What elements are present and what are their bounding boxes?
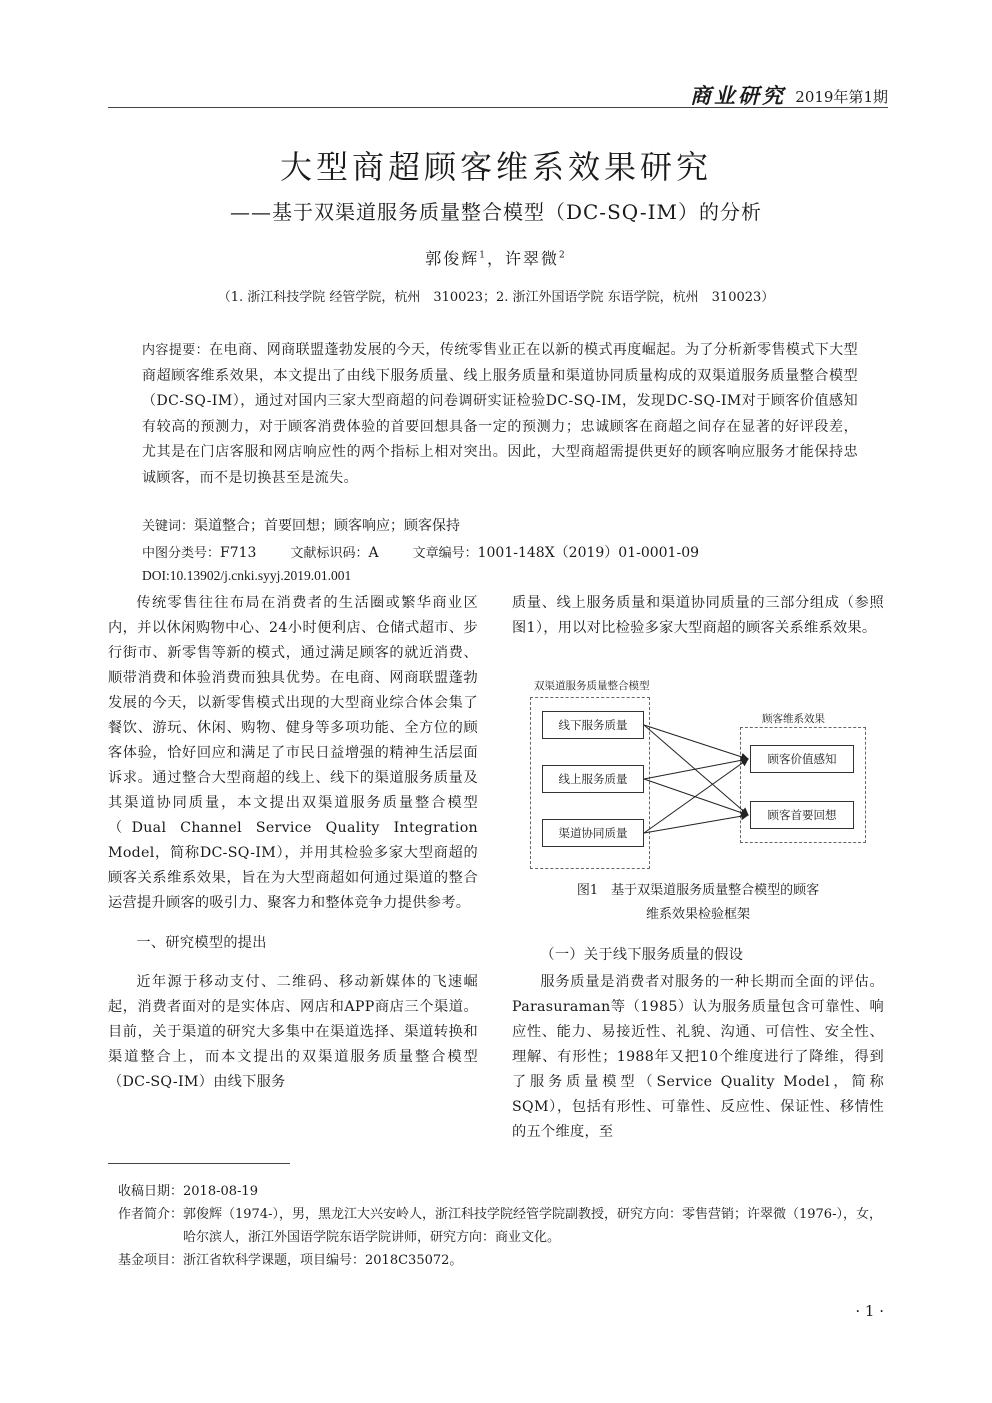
author-affiliation-mark: 2	[559, 250, 567, 261]
right-column-bottom	[512, 943, 884, 1145]
footnote-label: 收稿日期：	[118, 1184, 184, 1199]
header-rule	[108, 107, 888, 108]
affiliation: （1. 浙江科技学院 经管学院，杭州 310023；2. 浙江外国语学院 东语学院，杭州 310023）	[217, 290, 775, 305]
subsection-heading: （一）关于线下服务质量的假设	[540, 947, 744, 963]
figure-box-channel-cooperation: 渠道协同质量	[542, 819, 644, 847]
footnotes	[118, 1180, 888, 1272]
issue-label: 2019年第1期	[795, 88, 888, 106]
figure-left-group-label: 双渠道服务质量整合模型	[534, 680, 650, 692]
abstract-label: 内容提要：	[142, 343, 210, 358]
arrow-online-to-recall	[644, 779, 748, 815]
footnote-value: 浙江省软科学课题，项目编号：2018C35072。	[183, 1253, 463, 1268]
classification-line	[142, 542, 902, 565]
body-paragraph: 传统零售往往布局在消费者的生活圈或繁华商业区内，并以休闲购物中心、24小时便利店、仓储式超市、步行街市、新零售等新的模式，通过满足顾客的就近消费、顺带消费和体验消费而独具优势。在电商、网商联盟蓬勃发展的今天，以新零售模式出现的大型商业综合体会集了餐饮、游玩、休闲、购物、健身等多项功能、全方位的顾客体验，恰好回应和满足了市民日益增强的精神生活层面诉求。通过整合大型商超的线上、线下的渠道服务质量及其渠道协同质量，本文提出双渠道服务质量整合模型（Dual Channel Service Quality Integration Model，简称DC-SQ-IM），并用其检验多家大型商超的顾客关系维系效果，旨在为大型商超如何通过渠道的整合运营提升顾客的吸引力、聚客力和整体竞争力提供参考。	[108, 595, 478, 911]
page-number: · 1 ·	[855, 1302, 884, 1320]
footnote-received	[118, 1180, 888, 1203]
author-name: 郭俊辉	[425, 249, 480, 268]
left-column	[108, 591, 478, 1095]
figure-caption	[512, 879, 884, 927]
footnote-value: 郭俊辉（1974-），男，黑龙江大兴安岭人，浙江科技学院经管学院副教授，研究方向：零售营销；许翠微（1976-），女，哈尔滨人，浙江外国语学院东语学院讲师，研究方向：商业文化。	[183, 1207, 882, 1245]
author-separator: ，	[486, 249, 505, 268]
clc-label: 中图分类号：	[142, 546, 221, 561]
keywords-text: 渠道整合；首要回想；顾客响应；顾客保持	[194, 518, 461, 534]
keywords-label: 关键词：	[142, 519, 195, 534]
author-affiliation-mark: 1	[479, 250, 487, 261]
page-subtitle: ——基于双渠道服务质量整合模型（DC-SQ-IM）的分析	[229, 200, 763, 224]
figure-box-customer-value: 顾客价值感知	[750, 745, 854, 773]
author-line	[0, 246, 992, 269]
figure-box-top-of-mind: 顾客首要回想	[750, 801, 854, 829]
footnote-rule	[108, 1163, 290, 1164]
article-number-value: 1001-148X（2019）01-0001-09	[477, 545, 700, 561]
arrow-offline-to-value	[644, 725, 748, 759]
article-number-label: 文章编号：	[412, 546, 478, 561]
author-name: 许翠微	[505, 249, 560, 268]
figure-right-group-label: 顾客维系效果	[762, 713, 825, 725]
figure-caption-line: 维系效果检验框架	[645, 907, 750, 922]
journal-logo: 商业研究	[690, 83, 786, 108]
figure-diagram	[530, 675, 870, 875]
section-heading: 一、研究模型的提出	[136, 935, 267, 951]
footnote-funding	[118, 1249, 888, 1272]
right-column-top	[512, 591, 884, 641]
body-paragraph: 服务质量是消费者对服务的一种长期而全面的评估。Parasuraman等（1985）认为服务质量包含可靠性、响应性、能力、易接近性、礼貌、沟通、可信性、安全性、理解、有形性；1988年又把10个维度进行了降维，得到了服务质量模型（Service Quality Model，简称SQM），包括有形性、可靠性、反应性、保证性、移情性的五个维度，至	[512, 974, 884, 1140]
footnote-label: 基金项目：	[118, 1253, 184, 1268]
arrow-online-to-value	[644, 759, 748, 779]
footnote-label: 作者简介：	[118, 1207, 184, 1222]
doi: DOI:10.13902/j.cnki.syyj.2019.01.001	[142, 568, 352, 583]
page-title: 大型商超顾客维系效果研究	[279, 148, 712, 186]
figure-caption-line: 图1 基于双渠道服务质量整合模型的顾客	[576, 883, 820, 898]
clc-value: F713	[220, 545, 257, 561]
body-paragraph: 质量、线上服务质量和渠道协同质量的三部分组成（参照图1），用以对比检验多家大型商超的顾客关系维系效果。	[512, 595, 884, 636]
doc-code-value: A	[368, 545, 379, 561]
figure-box-offline-quality: 线下服务质量	[542, 711, 644, 739]
doc-code-label: 文献标识码：	[290, 546, 369, 561]
arrow-coop-to-recall	[644, 815, 748, 833]
footnote-author-bio	[118, 1203, 888, 1249]
keywords	[142, 515, 858, 538]
figure-box-online-quality: 线上服务质量	[542, 765, 644, 793]
abstract-text: 在电商、网商联盟蓬勃发展的今天，传统零售业正在以新的模式再度崛起。为了分析新零售模式下大型商超顾客维系效果，本文提出了由线下服务质量、线上服务质量和渠道协同质量构成的双渠道服务质量整合模型（DC-SQ-IM），通过对国内三家大型商超的问卷调研实证检验DC-SQ-IM，发现DC-SQ-IM对于顾客价值感知有较高的预测力，对于顾客消费体验的首要回想具备一定的预测力；忠诚顾客在商超之间存在显著的好评段差，尤其是在门店客服和网店响应性的两个指标上相对突出。因此，大型商超需提供更好的顾客响应服务才能保持忠诚顾客，而不是切换甚至是流失。	[142, 342, 858, 486]
footnote-value: 2018-08-19	[183, 1184, 258, 1199]
body-paragraph: 近年源于移动支付、二维码、移动新媒体的飞速崛起，消费者面对的是实体店、网店和APP商店三个渠道。目前，关于渠道的研究大多集中在渠道选择、渠道转换和渠道整合上，而本文提出的双渠道服务质量整合模型（DC-SQ-IM）由线下服务	[108, 974, 478, 1090]
abstract	[142, 338, 858, 491]
